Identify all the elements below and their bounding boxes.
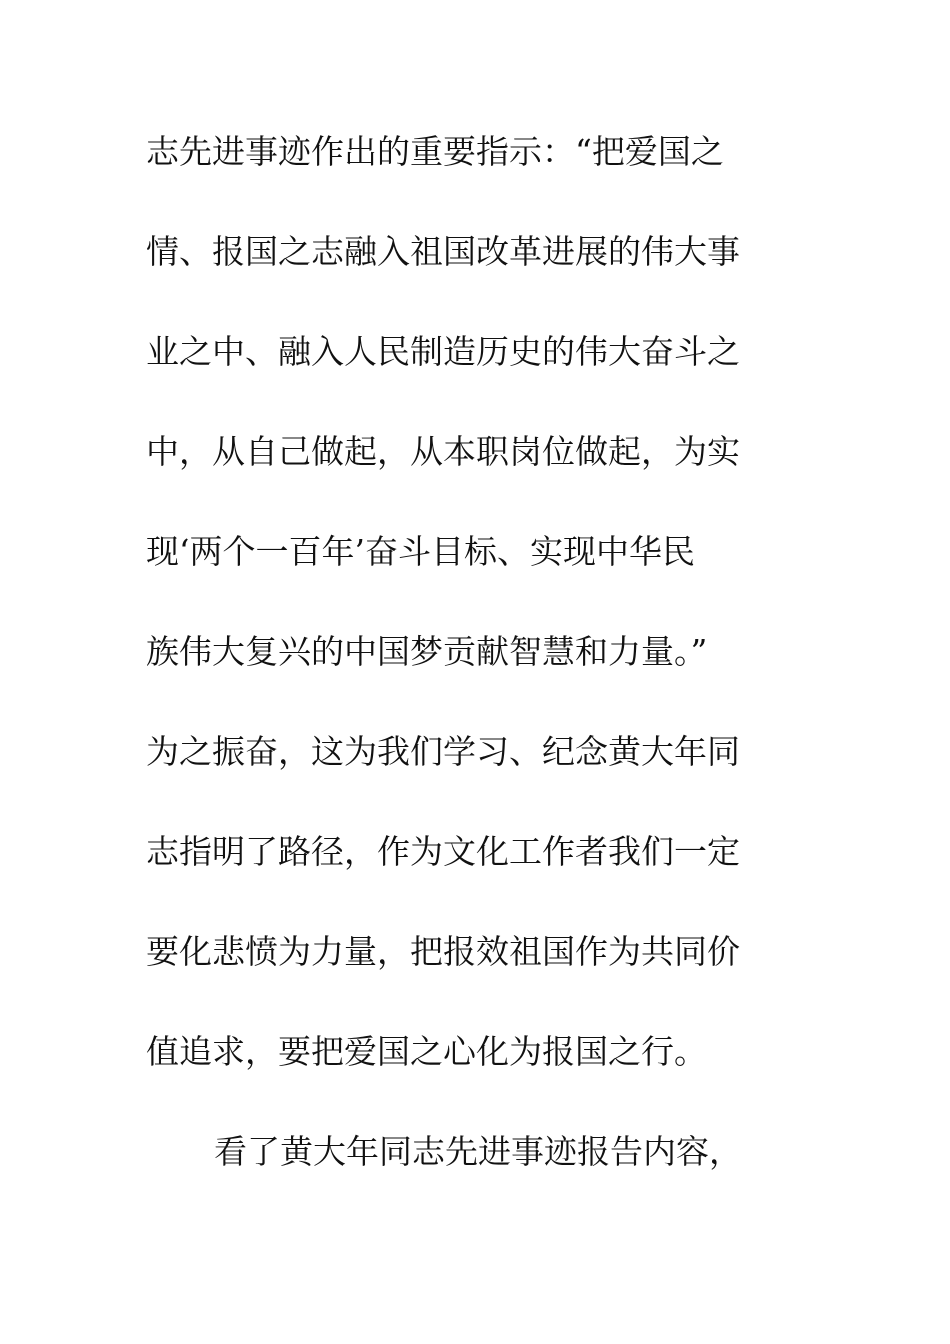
text-line: 情、报国之志融入祖国改革进展的伟大事 <box>146 232 740 271</box>
text-line: 中，从自己做起，从本职岗位做起，为实 <box>146 432 740 471</box>
paragraph-start-line: 看了黄大年同志先进事迹报告内容， <box>214 1132 742 1171</box>
text-line: 现‘两个一百年’奋斗目标、实现中华民 <box>146 532 695 571</box>
text-line: 志指明了路径，作为文化工作者我们一定 <box>146 832 740 871</box>
text-line: 要化悲愤为力量，把报效祖国作为共同价 <box>146 932 740 971</box>
text-line: 值追求，要把爱国之心化为报国之行。 <box>146 1032 707 1071</box>
text-line: 业之中、融入人民制造历史的伟大奋斗之 <box>146 332 740 371</box>
body-text <box>146 122 786 1222</box>
text-line: 族伟大复兴的中国梦贡献智慧和力量。” <box>146 632 708 671</box>
text-line: 志先进事迹作出的重要指示：“把爱国之 <box>146 132 724 171</box>
text-line: 为之振奋，这为我们学习、纪念黄大年同 <box>146 732 740 771</box>
